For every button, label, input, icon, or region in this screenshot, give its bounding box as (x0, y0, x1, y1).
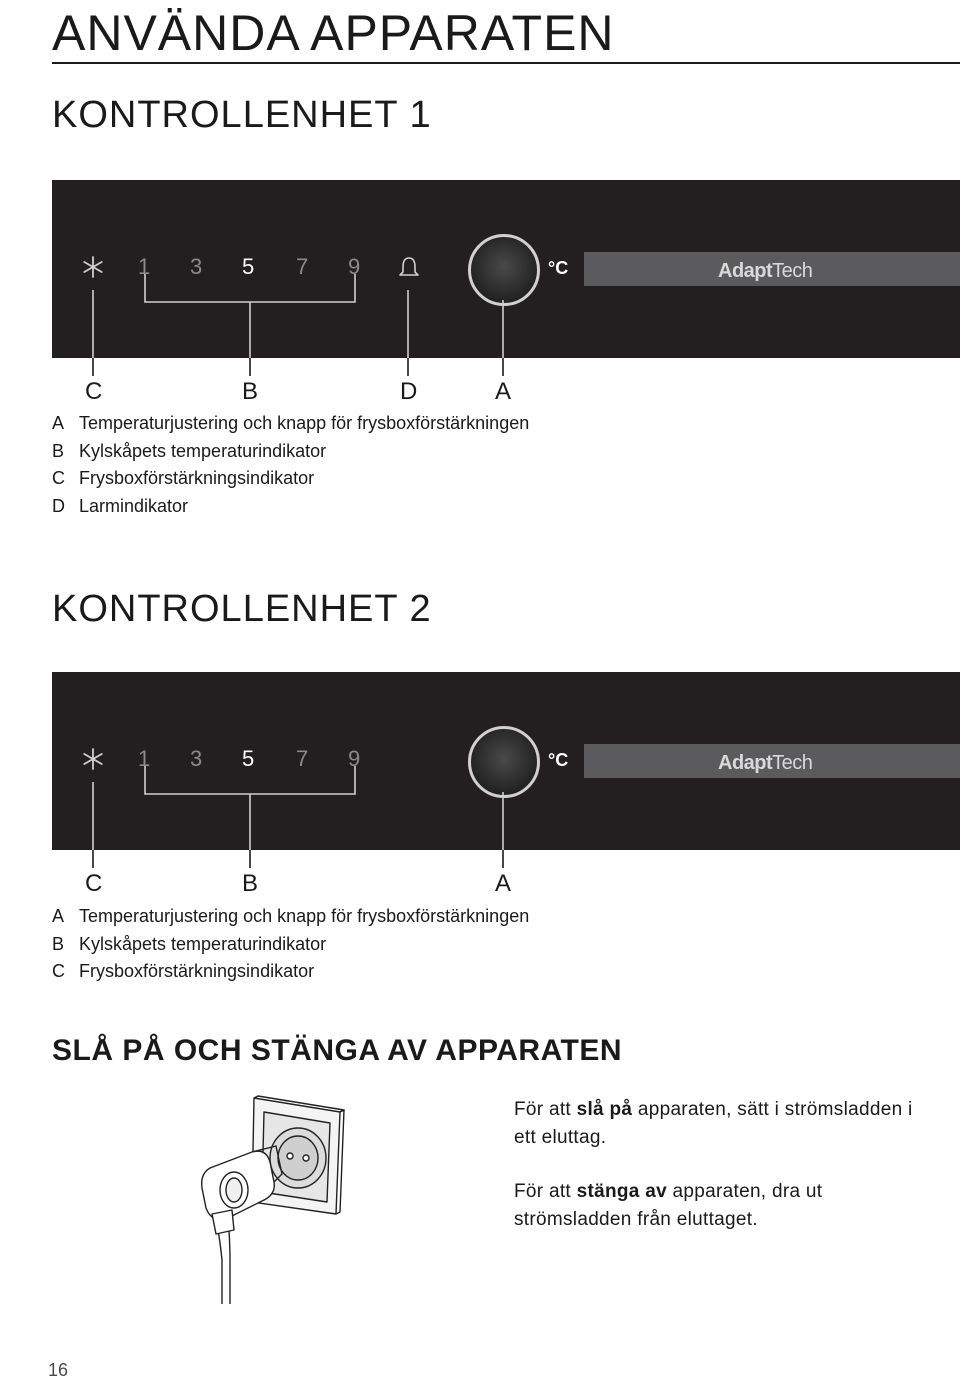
brand-logo: AdaptTech (718, 752, 813, 774)
page-title: ANVÄNDA APPARATEN (52, 5, 615, 61)
scale-7: 7 (296, 746, 309, 771)
legend-row: C Frysboxförstärkningsindikator (52, 961, 315, 981)
socket-plug-illustration (190, 1090, 370, 1304)
callout-letter-c: C (85, 870, 103, 897)
callout-letter-a: A (495, 378, 512, 405)
legend-unit2 (52, 903, 529, 986)
callout-letter-a: A (495, 870, 512, 897)
scale-9: 9 (348, 746, 361, 771)
power-on-text: För att slå på apparaten, sätt i strömsladden i ett eluttag. (514, 1099, 913, 1148)
legend-row: B Kylskåpets temperaturindikator (52, 933, 327, 954)
section-title-unit1: KONTROLLENHET 1 (52, 94, 432, 136)
callout-letter-b: B (242, 378, 259, 405)
scale-5: 5 (242, 746, 255, 771)
legend-row: A Temperaturjustering och knapp för frysboxförstärkningen (52, 413, 530, 433)
scale-9: 9 (348, 254, 361, 279)
callout-letter-d: D (400, 378, 418, 405)
page-number: 16 (48, 1360, 69, 1380)
brand-logo: AdaptTech (718, 260, 813, 282)
legend-row: B Kylskåpets temperaturindikator (52, 440, 327, 461)
unit-label: °C (548, 258, 569, 278)
legend-row: D Larmindikator (52, 495, 189, 516)
scale-3: 3 (190, 254, 203, 279)
legend-row: A Temperaturjustering och knapp för frysboxförstärkningen (52, 906, 530, 926)
section-title-power: SLÅ PÅ OCH STÄNGA AV APPARATEN (52, 1034, 623, 1067)
scale-1: 1 (138, 746, 151, 771)
scale-3: 3 (190, 746, 203, 771)
legend-row: C Frysboxförstärkningsindikator (52, 468, 315, 488)
callout-letter-b: B (242, 870, 259, 897)
section-title-unit2: KONTROLLENHET 2 (52, 588, 432, 630)
scale-5: 5 (242, 254, 255, 279)
unit-label: °C (548, 750, 569, 770)
scale-7: 7 (296, 254, 309, 279)
scale-1: 1 (138, 254, 151, 279)
power-off-text: För att stänga av apparaten, dra ut strömsladden från eluttaget. (514, 1181, 823, 1230)
callout-letter-c: C (85, 378, 103, 405)
